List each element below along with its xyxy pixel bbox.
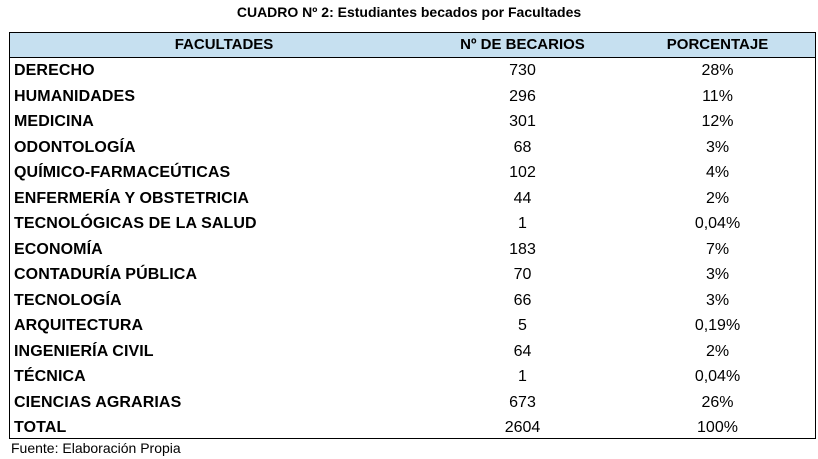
becarios-cell: 66 xyxy=(513,291,532,309)
table-row xyxy=(10,58,815,84)
facultad-cell: QUÍMICO-FARMACEÚTICAS xyxy=(14,164,231,181)
becarios-cell: 301 xyxy=(509,113,536,130)
porcentaje-cell: 100% xyxy=(697,419,738,436)
porcentaje-cell: 3% xyxy=(705,266,730,283)
facultad-cell: CIENCIAS AGRARIAS xyxy=(14,393,182,411)
table-row xyxy=(10,84,815,110)
table-row xyxy=(10,109,815,135)
becarios-cell: 1 xyxy=(518,215,527,232)
porcentaje-cell: 2% xyxy=(705,342,730,360)
table-row xyxy=(10,288,815,314)
porcentaje-cell: 11% xyxy=(702,87,733,105)
table-row xyxy=(10,339,815,365)
table-row xyxy=(10,364,815,390)
becarios-cell: 68 xyxy=(513,138,532,156)
table-row xyxy=(10,390,815,416)
table-row xyxy=(10,262,815,288)
facultad-cell: CONTADURÍA PÚBLICA xyxy=(14,266,198,283)
column-header-facultades: FACULTADES xyxy=(174,36,274,53)
becarios-cell: 64 xyxy=(513,342,532,360)
facultad-cell: ECONOMÍA xyxy=(14,240,103,258)
porcentaje-cell: 0,04% xyxy=(694,368,741,385)
porcentaje-cell: 28% xyxy=(701,62,734,79)
facultad-cell: TOTAL xyxy=(14,419,67,436)
column-header-porcentaje: PORCENTAJE xyxy=(666,36,769,53)
facultad-cell: MEDICINA xyxy=(14,113,94,130)
table-row xyxy=(10,415,815,441)
facultad-cell: INGENIERÍA CIVIL xyxy=(14,342,154,360)
facultad-cell: ARQUITECTURA xyxy=(14,317,144,334)
becarios-cell: 1 xyxy=(518,368,527,385)
table-title: CUADRO Nº 2: Estudiantes becados por Facultades xyxy=(236,4,582,20)
porcentaje-cell: 12% xyxy=(701,113,734,130)
becarios-cell: 673 xyxy=(509,393,536,411)
porcentaje-cell: 2% xyxy=(705,189,730,207)
facultad-cell: HUMANIDADES xyxy=(14,87,136,105)
becarios-cell: 296 xyxy=(509,87,536,105)
data-table xyxy=(9,32,816,439)
facultad-cell: DERECHO xyxy=(14,62,95,79)
facultad-cell: ODONTOLOGÍA xyxy=(14,138,136,156)
porcentaje-cell: 3% xyxy=(705,291,730,309)
becarios-cell: 70 xyxy=(513,266,532,283)
porcentaje-cell: 4% xyxy=(705,164,730,181)
table-row xyxy=(10,313,815,339)
table-header xyxy=(10,33,815,58)
table-row xyxy=(10,135,815,161)
table-row xyxy=(10,160,815,186)
becarios-cell: 5 xyxy=(518,317,527,334)
becarios-cell: 2604 xyxy=(504,419,541,436)
porcentaje-cell: 0,04% xyxy=(694,215,741,232)
facultad-cell: ENFERMERÍA Y OBSTETRICIA xyxy=(14,189,250,207)
becarios-cell: 183 xyxy=(509,240,536,258)
column-header-becarios: Nº DE BECARIOS xyxy=(460,36,585,53)
becarios-cell: 730 xyxy=(509,62,536,79)
facultad-cell: TECNOLOGÍA xyxy=(14,291,122,309)
becarios-cell: 102 xyxy=(509,164,536,181)
porcentaje-cell: 26% xyxy=(701,393,734,411)
facultad-cell: TÉCNICA xyxy=(14,368,86,385)
porcentaje-cell: 7% xyxy=(705,240,730,258)
becarios-cell: 44 xyxy=(513,189,532,207)
table-row xyxy=(10,211,815,237)
source-note: Fuente: Elaboración Propia xyxy=(11,440,181,456)
table-body xyxy=(10,58,815,441)
table-row xyxy=(10,237,815,263)
table-row xyxy=(10,186,815,212)
facultad-cell: TECNOLÓGICAS DE LA SALUD xyxy=(14,215,257,232)
porcentaje-cell: 0,19% xyxy=(694,317,741,334)
porcentaje-cell: 3% xyxy=(705,138,730,156)
